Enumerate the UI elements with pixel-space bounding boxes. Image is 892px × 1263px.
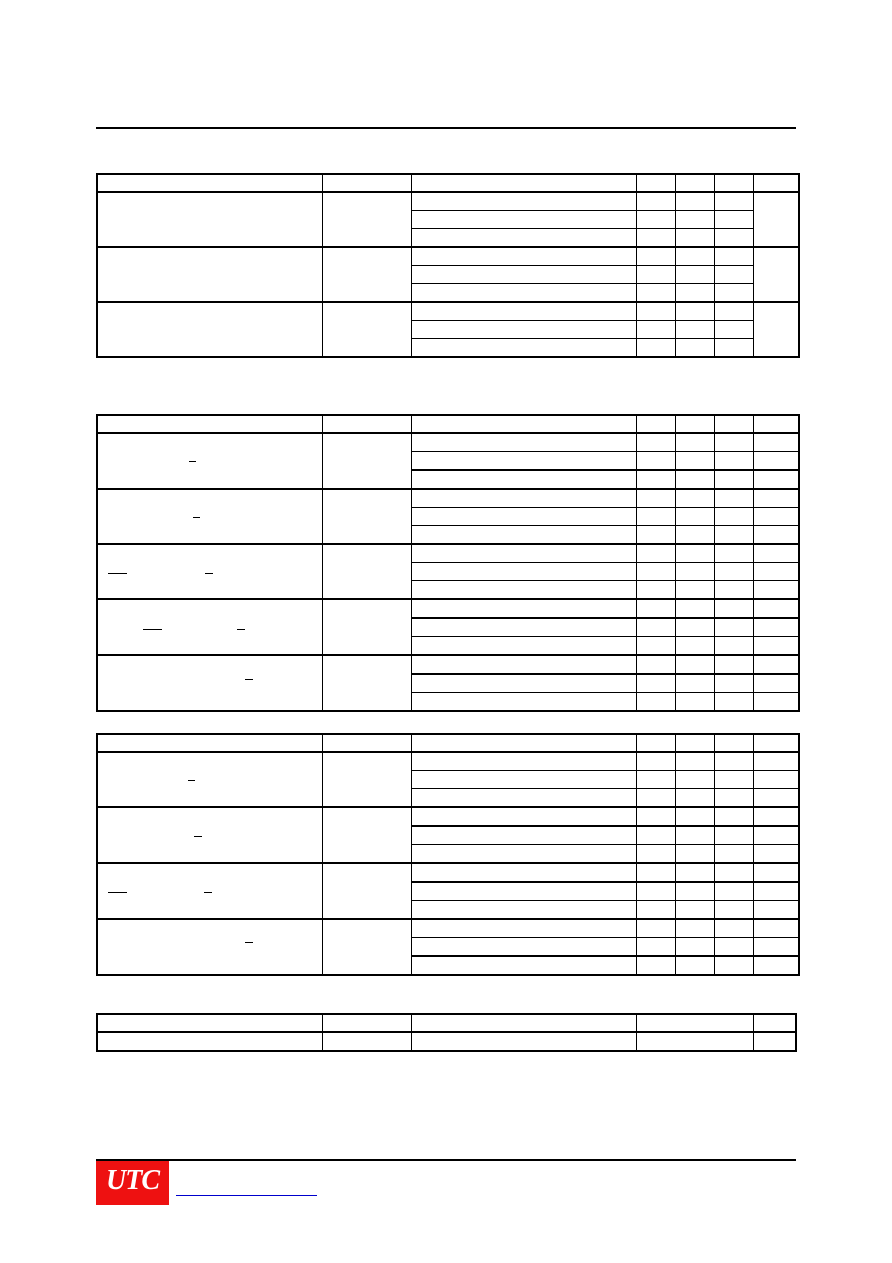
table-row (98, 544, 799, 563)
table-row (98, 807, 799, 826)
overbar-mark (204, 892, 212, 893)
overbar-mark (188, 780, 195, 781)
spec-table-2 (97, 415, 799, 711)
table-row (98, 302, 799, 321)
table-row (98, 752, 799, 771)
overbar-mark (193, 517, 200, 518)
overbar-mark (237, 629, 245, 630)
table-row (98, 433, 799, 452)
spec-table-1 (97, 174, 799, 357)
table-row (98, 247, 799, 266)
table-row (98, 655, 799, 674)
overbar-mark (108, 892, 127, 893)
overbar-mark (189, 461, 196, 462)
header-rule (96, 127, 796, 129)
table-row (98, 863, 799, 882)
table-row (98, 1032, 796, 1051)
utc-logo (96, 1161, 169, 1205)
table-row (98, 489, 799, 508)
spec-table-3 (97, 734, 799, 975)
table-row (98, 599, 799, 618)
table-header-row (98, 416, 799, 434)
overbar-mark (143, 629, 162, 630)
overbar-mark (194, 836, 202, 837)
overbar-mark (245, 679, 253, 680)
table-row (98, 919, 799, 938)
table-header-row (98, 175, 799, 193)
footer-rule (96, 1159, 796, 1161)
utc-logo-text: UTC (106, 1165, 159, 1196)
table-header-row (98, 735, 799, 753)
spec-table-4 (97, 1014, 796, 1051)
table-header-row (98, 1015, 796, 1033)
table-row (98, 192, 799, 211)
overbar-mark (205, 573, 213, 574)
website-link[interactable] (176, 1195, 317, 1196)
overbar-mark (108, 573, 127, 574)
overbar-mark (245, 942, 253, 943)
